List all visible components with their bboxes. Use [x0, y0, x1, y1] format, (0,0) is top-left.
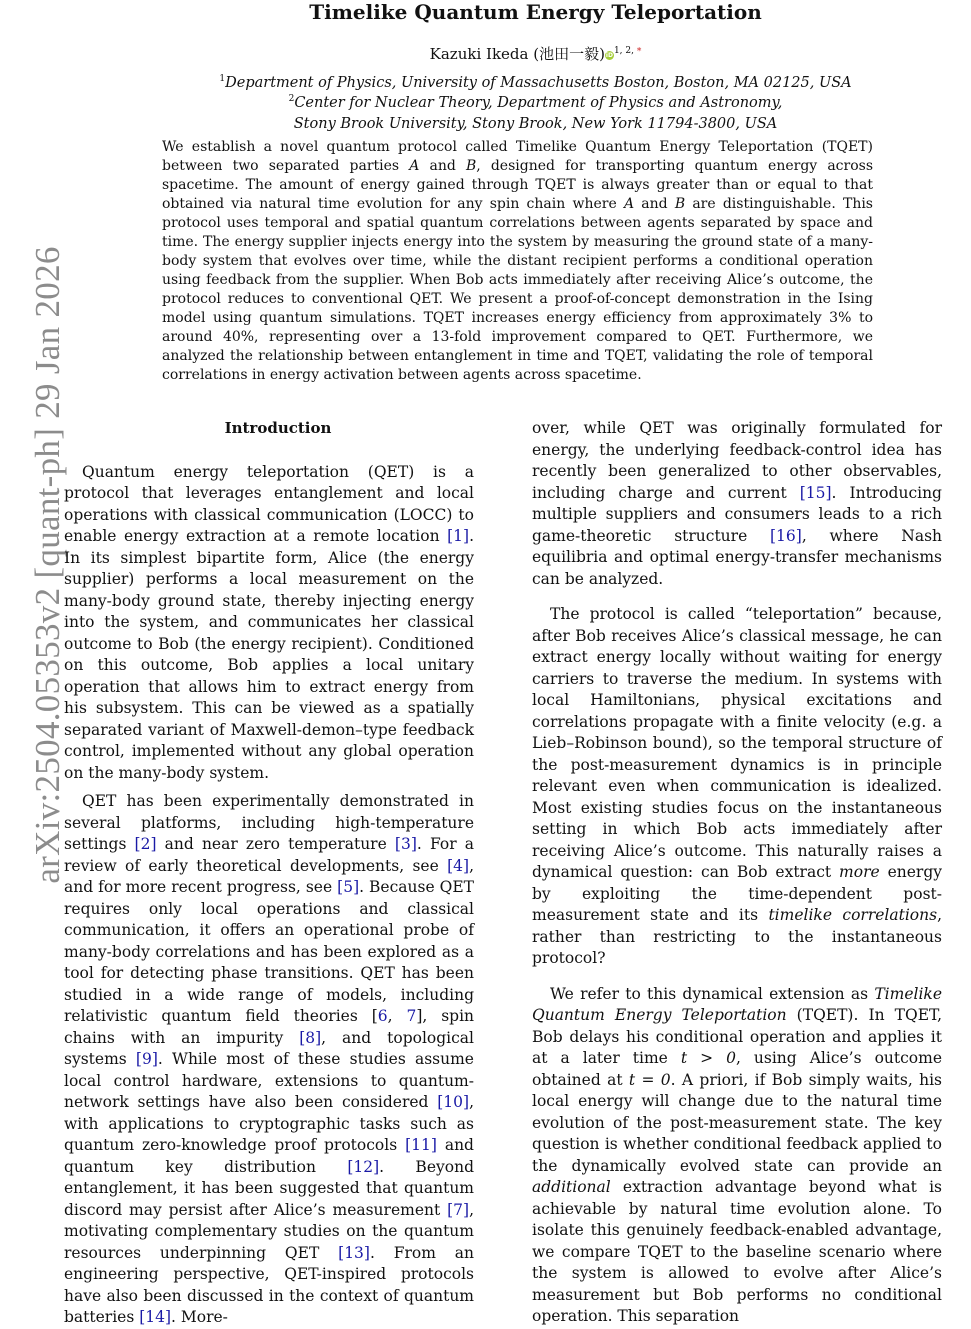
corresponding-author-mark[interactable]: *: [636, 47, 642, 57]
math-B: B: [674, 196, 686, 212]
affiliation-text-line2: Stony Brook University, Stony Brook, New York 11794-3800, USA: [293, 115, 778, 132]
author-affiliation-marks: 1, 2,: [613, 46, 637, 56]
affiliation-text: Center for Nuclear Theory, Department of Physics and Astronomy,: [294, 94, 783, 111]
citation-link[interactable]: [12]: [347, 1157, 380, 1176]
right-column: [532, 418, 942, 1328]
citation-link[interactable]: [16]: [770, 526, 802, 545]
citation-link[interactable]: [1]: [447, 527, 470, 545]
math-B: B: [465, 158, 477, 174]
left-column: [64, 418, 474, 1329]
affiliation-2: [100, 89, 971, 135]
citation-link[interactable]: [3]: [394, 835, 417, 853]
citation-link[interactable]: [8]: [299, 1028, 322, 1047]
affiliation-text: Department of Physics, University of Massachusetts Boston, Boston, MA 02125, USA: [225, 74, 852, 91]
citation-link[interactable]: [4]: [447, 856, 470, 875]
citation-link[interactable]: 7: [406, 1007, 417, 1025]
citation-link[interactable]: 6: [377, 1007, 388, 1025]
affiliation-number: 1: [219, 74, 226, 84]
section-heading-introduction: Introduction: [224, 419, 332, 437]
citation-link[interactable]: [15]: [799, 483, 832, 502]
orcid-icon[interactable]: iD: [605, 52, 613, 59]
citation-link[interactable]: [9]: [135, 1050, 158, 1068]
citation-link[interactable]: [5]: [337, 878, 360, 896]
math-A: A: [623, 196, 635, 212]
affiliation-number: 2: [288, 94, 295, 104]
abstract: We establish a novel quantum protocol called Timelike Quantum Energy Teleportation (TQET) between two separated parties A and B, designed for transporting quantum energy across spacetime. The amount of energy gained through TQET is always greater than or equal to that obtained via natural time evolution for any spin chain where A and B are distinguishable. This protocol uses temporal and spatial quantum correlations between agents separated by space and time. The energy supplier injects energy into the system by measuring the ground state of a many-body system that evolves over time, while the distant recipient performs a conditional operation using feedback from the supplier. When Bob acts immediately after receiving Alice’s outcome, the protocol reduces to conventional QET. We present a proof-of-concept demonstration in the Ising model using quantum simulations. TQET increases energy efficiency from approximately 3% to around 40%, representing over a 13-fold improvement compared to QET. Furthermore, we analyzed the relationship between entanglement in time and TQET, validating the role of temporal correlations in energy activation between agents across spacetime.: [162, 139, 873, 383]
intro-paragraph-4: The protocol is called “teleportation” because, after Bob receives Alice’s classical message, he can extract energy locally without waiting for energy carriers to traverse the medium. In systems with local Hamiltonians, physical excitations and correlations propagate with a finite velocity (e.g. a Lieb–Robinson bound), so the temporal structure of the post-measurement dynamics is in principle relevant even when communication is idealized. Most existing studies focus on the instantaneous setting in which Bob acts immediately after receiving Alice’s outcome. This naturally raises a dynamical question: can Bob extract more energy by exploiting the time-dependent post-measurement state and its timelike correlations, rather than restricting to the instantaneous protocol?: [532, 605, 943, 967]
citation-link[interactable]: [7]: [447, 1200, 470, 1219]
citation-link[interactable]: [13]: [338, 1243, 370, 1262]
citation-link[interactable]: [14]: [139, 1308, 172, 1326]
intro-paragraph-5: We refer to this dynamical extension as Timelike Quantum Energy Teleportation (TQET). In TQET, Bob delays his conditional operation and applies it at a later time t > 0, using Alice’s outcome obtained at t = 0. A priori, if Bob simply waits, his local energy will change due to the natural time evolution of the post-measurement state. The key question is whether conditional feedback applied to the dynamically evolved state can provide an additional extraction advantage beyond what is achievable by natural time evolution alone. To isolate this genuinely feedback-enabled advantage, we compare TQET to the baseline scenario where the system is allowed to evolve after Alice’s measurement but Bob performs no conditional operation. This separation: [532, 984, 942, 1325]
intro-paragraph-1: Quantum energy teleportation (QET) is a protocol that leverages entanglement and local operations with classical communication (LOCC) to enable energy extraction at a remote location [1]. In its simplest bipartite form, Alice (the energy supplier) performs a local measurement on the many-body ground state, thereby injecting energy into the system, and communicates her classical outcome to Bob (the energy recipient). Conditioned on this outcome, Bob applies a local unitary operation that allows him to extract energy from his subsystem. This can be viewed as a spatially separated variant of Maxwell-demon–type feedback control, implemented without any global operation on the many-body system.: [64, 462, 474, 782]
citation-link[interactable]: [2]: [134, 835, 157, 853]
arxiv-identifier-stamp: arXiv:2504.05353v2 [quant-ph] 29 Jan 2026: [28, 246, 67, 884]
citation-link[interactable]: [11]: [405, 1136, 437, 1154]
citation-link[interactable]: [10]: [437, 1093, 470, 1111]
math-t-zero: t = 0: [628, 1070, 671, 1089]
author-name: Kazuki Ikeda (池田一毅): [429, 45, 605, 63]
math-A: A: [409, 158, 420, 174]
intro-paragraph-2: QET has been experimentally demonstrated in several platforms, including high-temperature settings [2] and near zero temperature [3]. For a review of early theoretical developments, see [4], and for more recent progress, see [5]. Because QET requires only local operations and classical communication, it offers an operational probe of many-body correlations and has been explored as a tool for detecting phase transitions. QET has been studied in a wide range of models, including relativistic quantum field theories [6, 7], spin chains with an impurity [8], and topological systems [9]. While most of these studies assume local control hardware, extensions to quantum-network settings have also been considered [10], with applications to cryptographic tasks such as quantum zero-knowledge proof protocols [11] and quantum key distribution [12]. Beyond entanglement, it has been suggested that quantum discord may persist after Alice’s measurement [7], motivating complementary studies on the quantum resources underpinning QET [13]. From an engineering perspective, QET-inspired protocols have also been discussed in the context of quantum batteries [14]. More-: [64, 792, 475, 1326]
author-line: [100, 43, 971, 64]
paper-title: Timelike Quantum Energy Teleportation: [309, 0, 762, 24]
math-t-positive: t > 0: [680, 1049, 736, 1067]
intro-paragraph-3: over, while QET was originally formulated for energy, the underlying feedback-control idea has recently been generalized to other observables, including charge and current [15]. Introducing multiple suppliers and consumers leads to a rich game-theoretic structure [16], where Nash equilibria and optimal energy-transfer mechanisms can be analyzed.: [532, 419, 943, 588]
